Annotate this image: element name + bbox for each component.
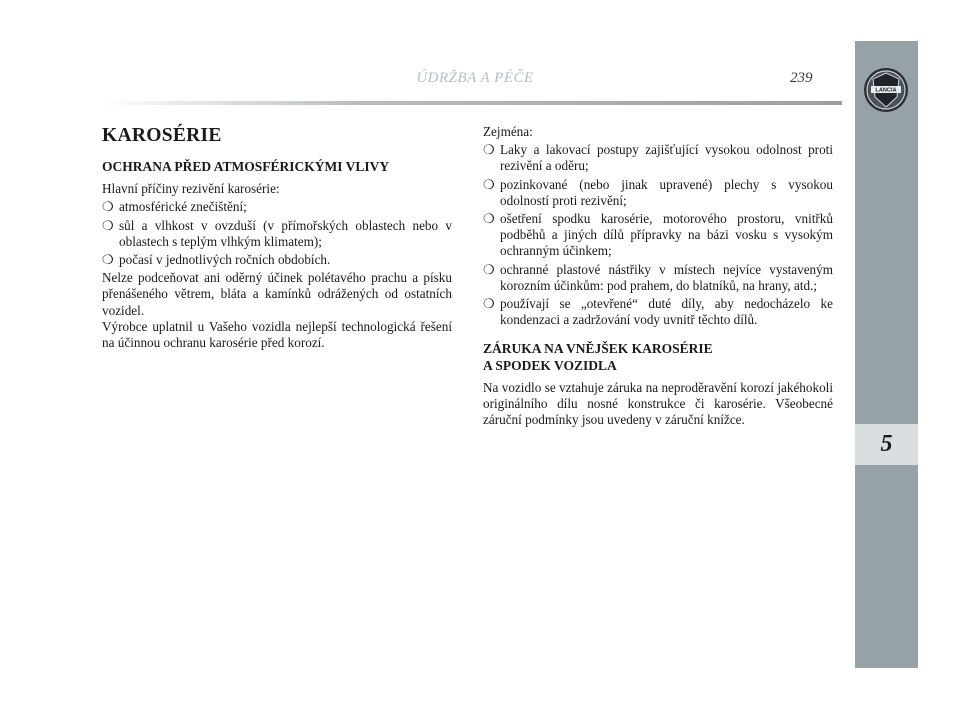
right-column [483,124,833,428]
bullet-icon: ❍ [102,217,114,233]
list-item: ❍ ochranné plastové nástřiky v místech nejvíce vystaveným korozním účinkům: pod prahem, do blatníků, na hrany, atd.; [483,261,833,293]
list-item: ❍ atmosférické znečištění; [102,199,247,215]
chapter-tab[interactable]: 5 [855,424,918,465]
bullet-icon: ❍ [483,142,495,158]
logo-lettering: LANCIA [875,87,897,94]
warranty-heading [483,341,833,373]
running-title: ÚDRŽBA A PÉČE [416,70,534,86]
lancia-logo-icon [863,67,909,113]
intro-text: Hlavní příčiny rezivění karosérie: [102,181,280,197]
page-number: 239 [790,70,813,86]
bullet-icon: ❍ [483,296,495,312]
intro-text: Zejména: [483,124,533,139]
list-item: ❍ používají se „otevřené“ duté díly, aby nedocházelo ke kondenzaci a zadržování vody uvnitř těchto dílů. [483,296,833,328]
header-rule [100,101,842,105]
bullet-icon: ❍ [483,261,495,277]
list-item: ❍ sůl a vlhkost v ovzduší (v přímořských oblastech nebo v oblastech s teplým vlhkým klimatem); [102,217,452,249]
list-item: ❍ Laky a lakovací postupy zajišťující vysokou odolnost proti rezivění a oděru; [483,142,833,174]
measures-list [483,142,833,328]
paragraph: Výrobce uplatnil u Vašeho vozidla nejlepší technologická řešení na účinnou ochranu karosérie před korozí. [102,318,452,351]
bullet-icon: ❍ [102,252,114,268]
section-subtitle: OCHRANA PŘED ATMOSFÉRICKÝMI VLIVY [102,159,390,174]
list-item: ❍ počasí v jednotlivých ročních obdobích. [102,252,331,268]
warranty-paragraph: Na vozidlo se vztahuje záruka na neproděravění korozí jakéhokoli originálního dílu nosné konstrukce či karosérie. Všeobecné záruční podmínky jsou uvedeny v záruční knížce. [483,379,833,428]
paragraph: Nelze podceňovat ani oděrný účinek polétavého prachu a písku přenášeného větrem, bláta a kamínků odrážených od ostatních vozidel. [102,270,452,318]
bullet-icon: ❍ [483,211,495,227]
chapter-sidebar [855,41,918,668]
left-column [102,124,452,351]
warranty-heading-line: A SPODEK VOZIDLA [483,357,617,373]
bullet-icon: ❍ [483,176,495,192]
bullet-icon: ❍ [102,199,114,215]
warranty-heading-line: ZÁRUKA NA VNĚJŠEK KAROSÉRIE [483,341,713,357]
section-title: KAROSÉRIE [102,125,222,146]
list-item: ❍ ošetření spodku karosérie, motorového prostoru, vnitřků podběhů a jiných dílů přípravky na bázi vosku s vysokým ochranným účinkem; [483,211,833,259]
causes-list [102,199,452,268]
list-item: ❍ pozinkované (nebo jinak upravené) plechy s vysokou odolností proti rezivění; [483,176,833,208]
